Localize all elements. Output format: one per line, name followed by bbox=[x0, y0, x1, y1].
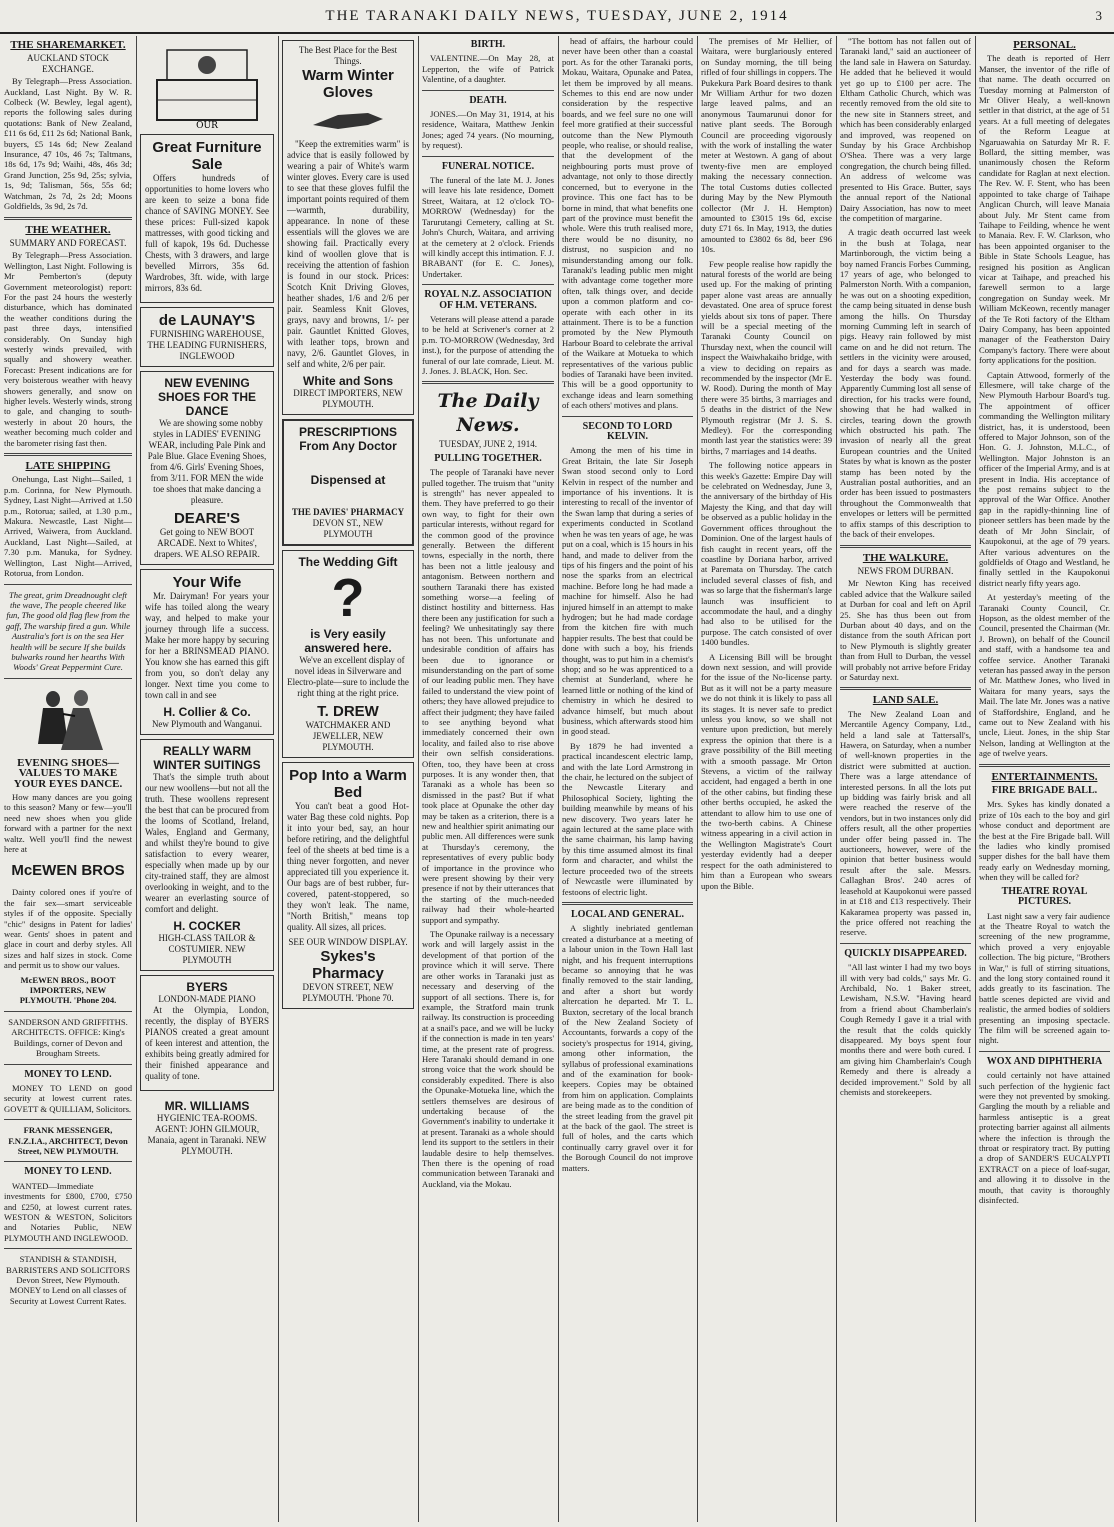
gloves-body: "Keep the extremities warm" is advice that is easily followed by wearing a pair of White's warm winter gloves. Every care is used to see that these gloves fulfil the important points required of them—warmth, durability, appearance. In none of these essentials will the gloves we are showing fail. Practically every kind of woollen glove that is receiving the attention of fashion is found in our stock. Prices: Scotch Knit Driving Gloves, heather shades, 1/6 and 2/6 per pair. Seamless Knit Gloves, grays, navy and browns, 1/- per pair. Gauntlet Knitted Gloves, with leather tops, brown and navy, 2/6. Gauntlet Gloves, in self and white, 2/6 per pair. bbox=[287, 139, 409, 369]
personal-body: The death is reported of Herr Manser, the inventor of the rifle of that name. The death occurred on Tuesday morning at Palmerston of Mr Oliver Healy, a well-known settler in that district, at the age of 51 years. At a full meeting of delegates of the Reform League at Ngaruawahia on Saturday Mr R. F. Bollard, the sitting member, was unanimously chosen the Reform candidate for Raglan at next election. The Rev. W. F. Stent, who has been appointed to take charge of Taihape Anglican Church, will leave Manaia about July. Mr Stent came from Taihape to Feilding, whence he went to Manaia. Rev. F. W. Clarkson, who has been appointed organiser to the Bible in State Schools League, has resigned his position as Anglican vicar at Taihape, and preached his farewell sermon to a large congregation on Sunday week. Mr William McKeown, recently manager of the Te Roti factory of the Eltham Dairy Company, has been appointed manager of the Featherston Dairy Company's factory. There were about forty applications for the position. bbox=[979, 53, 1110, 366]
shoes-body: How many dances are you going to this season? Many or few—you'll need new shoes when you glide forward with a partner for the next waltz. Well you'll find the newest here at bbox=[4, 791, 132, 854]
byers-body: At the Olympia, London, recently, the display of BYERS PIANOS created a great amount of keen interest and attention, the exhibits being greatly admired for their finished appearance and quality of tone. bbox=[145, 1005, 269, 1081]
walkure-subheading: NEWS FROM DURBAN. bbox=[857, 565, 954, 576]
masthead bbox=[0, 0, 1114, 34]
wedding-gift-title: The Wedding Gift bbox=[298, 555, 398, 569]
white-sons-subtitle: DIRECT IMPORTERS, NEW PLYMOUTH. bbox=[293, 388, 403, 409]
white-sons-title: White and Sons bbox=[303, 374, 393, 388]
your-wife-body: Mr. Dairyman! For years your wife has toiled along the weary way, and helped to make your journey through life a success. Make her more happy by securing for her a BRINSMEAD PIANO. You know she has earned this gift from you, so don't delay any longer. Next time you come to town call in and see bbox=[145, 591, 269, 700]
furniture-sale-advert bbox=[140, 134, 274, 303]
divider bbox=[4, 1248, 132, 1249]
local-general-body: A slightly inebriated gentleman created a disturbance at a meeting of a labour union in the Town Hall last night, and his frequent interruptions became so annoying that he was finally removed to the stair landing, and after a short but wordy altercation he departed. Mr T. L. Buxton, secretary of the local branch of the New Zealand Society of Accountants, forwards a copy of the society's prospectus for 1914, giving, among other information, the syllabus of professional examinations and of the examination for book-keepers. Copies may be obtained from him on application. Complaints are being made as to the condition of the street leading from the gravel pit at the back of the gaol. The street is full of holes, and the carts which continually carry gravel over it for the Borough Council do not improve matters. bbox=[562, 923, 693, 1173]
local-general-heading: LOCAL AND GENERAL. bbox=[570, 908, 685, 920]
divider bbox=[4, 1011, 132, 1012]
wedding-gift-body: We've an excellent display of novel ideas in Silverware and Electro-plate—sure to include the right thing at the right price. bbox=[287, 655, 409, 698]
standish-advert: STANDISH & STANDISH, BARRISTERS AND SOLICITORS Devon Street, New Plymouth. MONEY to Lend on all classes of Security at Lowest Current Rates. bbox=[6, 1254, 130, 1306]
collier-title: H. Collier & Co. bbox=[163, 705, 251, 719]
warm-bed-body: You can't beat a good Hot-water Bag these cold nights. Pop it into your bed, say, an hour before retiring, and the delightful feel of the sheets at bed time is a thing never forgotten, and never appreciated till you experience it. Our bags are of best rubber, fur-covered, patent-stoppered, so they won't leak. The name, "North British," means top quality. All sizes, all prices. bbox=[287, 801, 409, 932]
divider bbox=[422, 284, 554, 285]
death-heading: DEATH. bbox=[469, 94, 507, 106]
editorial-body: The people of Taranaki have never pulled together. The truism that "unity is strength" has never appealed to them. They have preferred to go their own way, to fight for their own particular interests, without regard for the common good of the province generally. Between the different towns, especially in the north, there has been not a little jealousy and antagonism. Between northern and southern Taranaki there has existed something worse—a feeling of distinct hostility and bitterness. Has there been any justification for such a feeling? We unhesitatingly say there has not been. This unfortunate and undesirable condition of affairs has been due to ignorance or misunderstanding on the part of some of our leading public men. They have failed to understand the view point of others; they have allowed prejudice to affect their judgment; they have failed to see anything beyond what immediately concerned their own locality, and failed also to rise above their own selfish considerations. Often, too, they have been at cross purposes. It is any wonder then, that Taranaki as a whole has been so dismissed in the past? But if what took place at Opunake the other day may be taken as a criterion, there is a new and healthier spirit animating our public men. All differences were sunk at Thursday's ceremony, the representatives of every public body of importance in the province who were present showing by their very presence if not by their utterances that the starting of the much-needed railway had their whole-hearted support and sympathy. bbox=[422, 467, 554, 925]
cocker-title: H. COCKER bbox=[173, 919, 241, 933]
masthead-title: THE TARANAKI DAILY NEWS, TUESDAY, JUNE 2, 1914 bbox=[325, 7, 789, 24]
winter-suitings-title: REALLY WARM WINTER SUITINGS bbox=[153, 744, 261, 772]
wedding-gift-advert bbox=[282, 550, 414, 758]
wedding-gift-subtitle: is Very easily answered here. bbox=[304, 627, 392, 655]
winter-gloves-advert bbox=[282, 40, 414, 415]
divider bbox=[4, 1119, 132, 1120]
theatre-royal-heading: THEATRE ROYAL PICTURES. bbox=[1001, 885, 1088, 908]
dancing-couple-illustration bbox=[13, 684, 123, 754]
weather-heading: THE WEATHER. bbox=[25, 223, 111, 236]
funeral-heading: FUNERAL NOTICE. bbox=[441, 160, 535, 172]
divider bbox=[4, 1161, 132, 1162]
drew-title: T. DREW bbox=[317, 703, 379, 720]
column-rule bbox=[418, 36, 419, 1522]
divider bbox=[562, 416, 693, 417]
deare-body: Get going to NEW BOOT ARCADE. Next to Whites', drapers. WE ALSO REPAIR. bbox=[154, 527, 260, 559]
winter-suitings-advert bbox=[140, 739, 274, 971]
prescriptions-subtitle: From Any Doctor bbox=[299, 439, 397, 453]
wox-diphtheria-heading: WOX AND DIPHTHERIA bbox=[986, 1055, 1103, 1067]
quickly-disappeared-heading: QUICKLY DISAPPEARED. bbox=[844, 947, 967, 959]
column-1 bbox=[4, 36, 132, 1522]
question-mark-graphic: ? bbox=[331, 568, 365, 628]
sharemarket-heading: THE SHAREMARKET. bbox=[10, 39, 126, 51]
mcewen-advert bbox=[4, 858, 132, 883]
warm-bed-title: Pop Into a Warm Bed bbox=[289, 767, 407, 801]
local-news-6: A tragic death occurred last week in the bush at Tolaga, near Martinborough, the victim being a boy named Francis Forbes Cumming, 17 years of age, who belonged to Palmerston North. With a companion, he was out on a shooting expedition, the camp being situated in dense bush among the hills. On Thursday morning Cumming left in search of pigs. Heavy rain followed by mist came on and he did not return. The settlers in the vicinity were aroused, and for days a search was made. Yesterday the body was found. Apparently Cumming lost all sense of direction, for his tracks were found, showing that he had walked in circles, tearing down the growth which obstructed his path. The invasion of nearly all the great European countries and the United States by what is known as the poster stamp has been noted by the Australian postal authorities, and an order has been issued to postmasters throughout the Commonwealth that envelopes or letters will be permitted to affix stamps of this description to the back of their envelopes. bbox=[840, 227, 971, 540]
divider bbox=[4, 584, 132, 585]
messenger-advert: FRANK MESSENGER, F.N.Z.I.A., ARCHITECT, Devon Street, NEW PLYMOUTH. bbox=[8, 1125, 128, 1156]
editorial-body-2: The Opunake railway is a necessary work and will largely assist in the development of that portion of the province which it will serve. There are other works in Taranaki just as necessary and deserving of the support of all sections. There is, for example, the Stratford main trunk railway. Its construction is proceeding at a snail's pace, and we will be lucky if the connection is made in ten years' time, at the present rate of progress. Here Taranaki should demand in one strong voice that the work should be considerably expedited. There is also the Opunake-Motueka line, which the settlers themselves are desirous of undertaking because of the Government's inability to undertake it at present. Taranaki as a whole should lend its support to the settlers in their laudable desire to help themselves. Then there is the opening of road communication between Taranaki and Auckland, via the Mokau. bbox=[422, 929, 554, 1189]
column-rule bbox=[975, 36, 976, 1522]
divider bbox=[979, 1051, 1110, 1052]
editorial-heading: PULLING TOGETHER. bbox=[434, 452, 542, 464]
divider bbox=[4, 678, 132, 679]
kelvin-body: Among the men of his time in Great Britain, the late Sir Joseph Swan stood second only to Lord Kelvin in respect of the number and importance of his inventions. It is interesting to recall of the inventor of the Swan lamp that during a series of experiments conducted in Scotland when he was ten years of age, he was put on a coal, which is 15 hours in his hand, and made to deliver from the tips of his fingers and the point of his nose the sparks from an electrical machine. Before long he had made a machine for himself. Also he had injured himself in an attempt to make hydrogen; but he had made cordage from the kitchen fire with much happier results. The best that could be done with such a boy, his friends thought, was to put him in a chemist's shop; and so he was apprenticed to a chemist at Sunderland, where he learned little or nothing of the kind of chemistry in which he desired to advance himself, but much about business, which afterwards stood him in good stead. bbox=[562, 445, 693, 737]
mcewen-name: McEWEN BROS bbox=[11, 862, 125, 880]
divider bbox=[840, 943, 971, 944]
evening-shoes-title: NEW EVENING SHOES FOR THE DANCE bbox=[157, 376, 256, 418]
column-6 bbox=[701, 36, 832, 1522]
divider bbox=[422, 381, 554, 384]
column-2 bbox=[140, 36, 274, 1522]
fire-brigade-body: Mrs. Sykes has kindly donated a prize of 10s each to the boy and girl whose conduct and deportment are the best at the Fire Brigade ball. Will the ladies who kindly promised supper dishes for the ball have them ready early on Wednesday morning, when they will be called for? bbox=[979, 799, 1110, 883]
sanderson-griffiths-advert: SANDERSON AND GRIFFITHS. ARCHITECTS. OFFICE: King's Buildings, corner of Devon and Brougham Streets. bbox=[8, 1016, 128, 1059]
column-rule bbox=[558, 36, 559, 1522]
sykes-title: Sykes's Pharmacy bbox=[312, 948, 384, 982]
birth-notice: VALENTINE.—On May 28, at Lepperton, the wife of Patrick Valentine, of a daughter. bbox=[422, 53, 554, 85]
delaunay-advert bbox=[140, 307, 274, 367]
fire-brigade-heading: FIRE BRIGADE BALL. bbox=[991, 785, 1098, 797]
paper-title: The Daily News. bbox=[437, 390, 539, 437]
furniture-sale-title: Great Furniture Sale bbox=[152, 139, 262, 173]
theatre-royal-body: Last night saw a very fair audience at the Theatre Royal to watch the screening of the new programme, which proved a very enjoyable collection. The big picture, "Brothers in War," is full of stirring situations, and the long story contained round it adds greatly to its fascination. The battle scenes depicted are vivid and realistic, the armed bodies of soldiers presenting an imposing spectacle. The film will be screened again to-night. bbox=[979, 910, 1110, 1046]
death-notice: JONES.—On May 31, 1914, at his residence, Waitara, Matthew Jenkin Jones; aged 74 years. (No mourning, by request). bbox=[422, 109, 554, 151]
local-news-1: The premises of Mr Hellier, of Waitara, were burglariously entered on Sunday morning, the till being rifled of four shillings in coppers. The Pukekura Park Board desires to thank Mr William Arthur for two dozen large leaved palms, and an anonymous Taumarunui donor for native plant seeds. The Borough Council are proceeding vigorously with the work of installing the water meter at Westown. A gang of about twenty-five men are employed making the necessary connection. The total Customs duties collected during May by the New Plymouth collector (Mr J. H. Hempton) amounted to £3015 19s 6d, excise duty £71 6s. In May, 1913, the duties amounted to £3802 6s 8d, beer £96 10s. bbox=[701, 36, 832, 255]
local-news-4: A Licensing Bill will be brought down next session, and will provide for the issue of the No-license party. But as it will not be a party measure we do not think it is likely to pass all its stages. It is never safe to predict unless you know, so we shall not venture upon prediction, but merely express the opinion that there is a grave possibility of the Bill meeting with a smooth passage. Mr Orton Stevens, a victim of the railway accident, had engaged a berth in one of the other cabins, but finding these other berths occupied, he asked the attendant to allow him to use one of the two-berth cabins. A Chinese witness appearing in a civil action in the Wellington Magistrate's Court yesterday evidently had a deeper respect for the oath administered to him than a European who swears upon the Bible. bbox=[701, 651, 832, 891]
divider bbox=[422, 90, 554, 91]
money-to-lend-body: MONEY TO LEND on good security at lowest current rates. GOVETT & QUILLIAM, Solicitors. bbox=[4, 1082, 132, 1114]
divider bbox=[4, 453, 132, 456]
land-sale-body: The New Zealand Loan and Mercantile Agency Company, Ltd., held a land sale at Tattersall's, Hawera, on Saturday, when a number of well-known properties in the district were submitted at auction. There was a large attendance of interested persons. In all the lots put up bidding was fairly brisk and all were reached the reserve of the vendors, but in two instances only did offers result, all the other properties under offer being passed in. The auctioneers, however, were of the opinion that better business would result after the sale. Messrs. Callaghan Bros'. 240 acres of leasehold at Kaupokonui were passed in at £18 and £13 respectively. Their Kakaramea property was passed in, the price offered not reaching the reserve. bbox=[840, 708, 971, 938]
delaunay-title: de LAUNAY'S bbox=[158, 312, 256, 329]
birth-heading: BIRTH. bbox=[470, 39, 506, 50]
kelvin-heading: SECOND TO LORD KELVIN. bbox=[582, 420, 673, 443]
column-rule bbox=[136, 36, 137, 1522]
shipping-body: Onehunga, Last Night—Sailed, 1 p.m. Corinna, for New Plymouth. Sydney, Last Night—Arrived at 1.50 p.m., Rotorua; sailed, at 1.30 p.m., Makura. Newcastle, Last Night—Arrived, Waiwera, from Auckland. Auckland, Last Night—Sailed, at 7.30 p.m. Manuka, for Sydney. Wellington, Last Night—Arrived, Rotorua, from London. bbox=[4, 474, 132, 579]
glove-icon bbox=[308, 105, 388, 135]
cocker-subtitle: HIGH-CLASS TAILOR & COSTUMIER. NEW PLYMOUTH bbox=[158, 933, 256, 965]
dispensed-label: Dispensed at bbox=[310, 473, 386, 487]
advert-verse: The great, grim Dreadnought cleft the wave, The people cheered like fun, The good old flag flew from the gaff, The warship fired a gun. While Australia's fort is on the sea Her health will be secure If she builds bulwarks round her hearths With Woods' Great Peppermint Cure. bbox=[5, 589, 131, 673]
divider bbox=[979, 764, 1110, 767]
divider bbox=[840, 687, 971, 690]
weather-body: By Telegraph—Press Association. Wellington, Last Night. Following is Mr Pemberton's (deputy Government meteorologist) report: For the past 24 hours the westerly disturbance, which has dominated the weather conditions during the past three days, intensified considerably. On Sunday high westerly winds prevailed, with squally and showery weather. Forecast: Present indications are for very boisterous weather with heavy showers generally, and snow on higher levels. Westerly winds, strong to gale, and changing to south-westerly in about 20 hours, the weather becoming much colder and the barometer rising fast then. bbox=[4, 250, 132, 448]
your-wife-advert bbox=[140, 569, 274, 735]
divider bbox=[422, 156, 554, 157]
money-to-lend-heading-2: MONEY TO LEND. bbox=[24, 1166, 112, 1178]
prescriptions-title: PRESCRIPTIONS bbox=[298, 425, 397, 439]
williams-advert bbox=[140, 1095, 274, 1161]
mcewen-body: Dainty colored ones if you're of the fair sex—smart serviceable styles if of the opposite. Specially "chic" designs in Patent for ladies' wear. Gents' shoes in patent and glace in court and derby styles. All sizes and half sizes in stock. Come and permit us to show our values. bbox=[4, 887, 132, 971]
warm-bed-advert bbox=[282, 762, 414, 1009]
williams-title: MR. WILLIAMS bbox=[164, 1099, 250, 1113]
shipping-heading: LATE SHIPPING bbox=[25, 460, 111, 473]
local-news-5: "The bottom has not fallen out of Taranaki land," said an auctioneer of the land sale in Hawera on Saturday. He added that he believed it would yet go up to £100 per acre. The Eltham Catholic Church, which was recently removed from the old site to the new site in Stanners street, and which has been considerably enlarged and improved, was reopened on Sunday by his Grace Archbishop O'Shea. There was a very large congregation, the church being filled. An address of welcome was presented to His Grace. Butter, says the annual report of the National Dairy Association, has now to meet the competition of margarine. bbox=[840, 36, 971, 223]
page-number: 3 bbox=[1095, 8, 1104, 23]
mcewen-footer: McEWEN BROS., BOOT IMPORTERS, NEW PLYMOUTH. 'Phone 204. bbox=[19, 974, 117, 1006]
sharemarket-subheading: AUCKLAND STOCK EXCHANGE. bbox=[26, 53, 110, 74]
local-news-2: Few people realise how rapidly the natural forests of the world are being used up. For the making of printing paper alone vast areas are annually devastated. One area of spruce forest yields about six tons of paper. There will be a special meeting of the Taranaki County Council on Thursday next, when the council will inspect the Waiwhakaiho bridge, with a view to deciding on repairs as recommended by the inspector (Mr E. W. Rood). During the month of May there were 35 births, 3 marriages and 5 deaths in the district of the New Plymouth registrar (Mr J. S. S. Medley). For the corresponding month last year the statistics were: 39 births, 7 marriages and 14 deaths. bbox=[701, 258, 832, 456]
davies-pharmacy: THE DAVIES' PHARMACY bbox=[291, 507, 405, 517]
your-wife-title: Your Wife bbox=[172, 574, 242, 591]
column-rule bbox=[278, 36, 279, 1522]
byers-piano-advert bbox=[140, 975, 274, 1091]
entertainments-heading: ENTERTAINMENTS. bbox=[991, 770, 1098, 783]
window-display-note: SEE OUR WINDOW DISPLAY. bbox=[288, 937, 408, 947]
divider bbox=[4, 1064, 132, 1065]
personal-body-2: Captain Attwood, formerly of the Ellesmere, will take charge of the New Plymouth Harbour Board's tug. The appointment of officer commanding the Wellington military district, has, it is understood, been offered to Major Johnson, son of the Hon. G. J. Johnston, M.L.C., of Wellington. Major Johnston is an officer of the Imperial Army, and is at present in India. His acceptance of the post remains subject to the approval of the War Office. Another gap in the rapidly-thinning line of pioneer settlers has been made by the death of Mr John Sinclair, of Kaupokonui, at the age of 79 years. After various adventures on the goldfields of Otago and Westland, he finally settled in the Kaupokonui district nearly fifty years ago. bbox=[979, 369, 1110, 588]
deare-title: DEARE'S bbox=[173, 510, 241, 527]
funeral-notice: The funeral of the late M. J. Jones will leave his late residence, Domett Street, Waitara, at 12 o'clock TO-MORROW (Wednesday) for the Tarurutangi Cemetery, calling at St. John's Church, Waitara, and arriving at the cemetery at 2 o'clock. Friends will kindly accept this intimation. F. J. BRABANT (for E. C. Jones), Undertaker. bbox=[422, 175, 554, 279]
divider bbox=[562, 902, 693, 905]
local-news-3: The following notice appears in this week's Gazette: Empire Day will be celebrated on Wednesday, June 3, the anniversary of the birthday of His Majesty the King, and that day will be observed as a public holiday in the Government offices throughout the Dominion. One of the largest hauls of fish caught in recent years, off the coastline by Doriana harbor, arrived at Paremata on Thursday. The catch included several classes of fish, and was so large that the fisherman's large launch was insufficient to accommodate the haul, and a dinghy had also to be utilised for the purpose. The catch consisted of over 1400 bundles. bbox=[701, 460, 832, 648]
sharemarket-body: By Telegraph—Press Association. Auckland, Last Night. By W. R. Colbeck (W. Bewley, legal agent), reports the following sales during quotations: Bank of New Zealand, £11 6s 6d, £11 2s 6d; National Bank, buyers, £5 14s 6d; New Zealand Insurance, 47 10s, 46 7s; Taltmans, 18s 6d, 17s 9d; Waihi, 48s, 46s 3d; Grand Junction, 25s 9d, 25s; sylvia, 1s, 9d; Talisman, 56s, 55s 6d; Watchman, 2s 7d, 2s 2d; Moons Goldfields, 3s 9d, 2s 7d. bbox=[4, 76, 132, 212]
prescriptions-advert bbox=[282, 419, 414, 546]
collier-subtitle: New Plymouth and Wanganui. bbox=[151, 719, 263, 729]
weather-subheading: SUMMARY AND FORECAST. bbox=[9, 237, 127, 248]
walkure-body: Mr Newton King has received cabled advice that the Walkure sailed at Durban for coal and left on April 25. She has thus been out from Durban about 40 days, and on the distance from the south African port to New Plymouth is slightly greater than from Hull to Durban, the vessel will probably not arrive before Friday or Saturday next. bbox=[840, 578, 971, 682]
furniture-sale-body: Offers hundreds of opportunities to home lovers who are keen to seize a bona fide chance of SAVING MONEY. See these prices: Full-sized kapok mattresses, with good ticking and full of kapok, 19s 6d. Duchesse Chests, with 3 drawers, and large bevelled Mirrors, 35s 6d. Wardrobes, 3ft. wide, with large mirrors, 83s 6d. bbox=[145, 173, 269, 293]
delaunay-subtitle: FURNISHING WAREHOUSE, THE LEADING FURNISHERS, INGLEWOOD bbox=[147, 329, 267, 361]
evening-shoes-body: We are showing some nobby styles in LADIES' EVENING WEAR, including Pale Pink and Pale Blue. Glace Evening Shoes, from 4/6. Girls' Evening Shoes, from 3/11. FOR MEN the wide toe shoes that make dancing a pleasure. bbox=[147, 418, 267, 505]
shoes-heading: EVENING SHOES—VALUES TO MAKE YOUR EYES DANCE. bbox=[13, 756, 123, 790]
column-7 bbox=[840, 36, 971, 1522]
divider bbox=[840, 545, 971, 548]
column-8 bbox=[979, 36, 1110, 1522]
byers-subtitle: LONDON-MADE PIANO bbox=[158, 994, 256, 1004]
land-sale-heading: LAND SALE. bbox=[872, 694, 939, 707]
drew-subtitle: WATCHMAKER AND JEWELLER, NEW PLYMOUTH. bbox=[305, 720, 391, 752]
davies-address: DEVON ST., NEW PLYMOUTH bbox=[312, 518, 384, 539]
column-4 bbox=[422, 36, 554, 1522]
money-to-lend-heading: MONEY TO LEND. bbox=[24, 1068, 112, 1080]
veterans-heading: ROYAL N.Z. ASSOCIATION OF H.M. VETERANS. bbox=[424, 289, 552, 311]
gloves-tagline: The Best Place for the Best Things. bbox=[298, 45, 398, 66]
money-to-lend-body-2: WANTED—Immediate investments for £800, £700, £750 and £250, at lowest current rates. WESTON & WESTON, Solicitors and Notaries Public, NEW PLYMOUTH AND INGLEWOOD. bbox=[4, 1180, 132, 1243]
personal-heading: PERSONAL. bbox=[1013, 39, 1076, 51]
veterans-notice: Veterans will please attend a parade to be held at Scrivener's corner at 2 p.m. TO-MORROW (Wednesday, 3rd inst.), for the purpose of attending the funeral of our late comrade, Lieut. M. J. Jones. J. BLACK, Hon. Sec. bbox=[422, 313, 554, 376]
editorial-continued: head of affairs, the harbour could never have been other than a coastal port. As for the other Taranaki ports, Mokau, Waitara, Opunake and Patea, let them be improved by all means. Schemes to this end are now under consideration by the respective boards, and we feel sure no one will feel more gratified at their successful outcome than the New Plymouth people, who realise, or should realise, that the development of the neighbouring ports must prove of advantage, not only to those directly concerned, but to everyone in the province. This one fact has to be borne in mind, that what benefits one part of the province must benefit the whole. Were this truth realised more, there would be no disunity, no distrust, no suspicion and no misunderstanding among our folk. Taranaki's leading public men might with advantage come together more often, talk things over, and decide upon a common platform and co-operate with each other in its attainment. There is to be a function promoted by the New Plymouth Harbour Board to celebrate the arrival of the Waikare at Motueka to which representatives of the various public bodies of Taranaki have been invited. This will be a good opportunity to exchange ideas and learn something of each others' motives and plans. bbox=[562, 36, 693, 411]
column-rule bbox=[836, 36, 837, 1522]
evening-shoes-advert bbox=[140, 371, 274, 565]
column-3 bbox=[282, 36, 414, 1522]
divider bbox=[4, 217, 132, 220]
sykes-subtitle: DEVON STREET, NEW PLYMOUTH. 'Phone 70. bbox=[302, 982, 394, 1003]
gloves-title: Warm Winter Gloves bbox=[302, 67, 394, 101]
furniture-illustration bbox=[147, 40, 267, 130]
wox-diphtheria-body: could certainly not have attained such perfection of the hygienic fact were they not prevented by smoking. Gargling the mouth by a reliable and harmless antiseptic is a great protecting barrier against all ailments where the infection is through the throat or respiratory tract. By putting a drop of SANDER'S EUCALYPTI EXTRACT on a piece of loaf-sugar, and allowing it to dissolve in the mouth, that cavity is thoroughly disinfected. bbox=[979, 1070, 1110, 1206]
personal-body-3: At yesterday's meeting of the Taranaki County Council, Cr. Hopson, as the oldest member of the Council, presented the Chairman (Mr. J. Brown), on behalf of the Council and staff, with a handsome tea and coffee service. Another Taranaki veteran has passed away in the person of Mr. Matthew Jones, who lived in Waitara for many years, says the Mail. The late Mr. Jones was a native of Staffordshire, England, and he came out to New Zealand with his uncle, Lieut. Jones, in the ship Star Nelson, landing at Wellington at the age of twelve years. bbox=[979, 592, 1110, 759]
svg-text:OUR: OUR bbox=[196, 121, 218, 130]
williams-subtitle: HYGIENIC TEA-ROOMS. AGENT: JOHN GILMOUR, Manaia, agent in Taranaki. NEW PLYMOUTH. bbox=[147, 1113, 267, 1156]
quickly-disappeared-body: "All last winter I had my two boys ill with very bad colds," says Mr. G. Archibald, No. 1 Baker street, Lewisham, N.S.W. "Having heard from a friend about Chamberlain's Cough Remedy I gave it a trial with the result that the colds quickly disappeared. My boys spent four months there and were both cured. I am giving him Chamberlain's Cough Remedy and there is already a decided improvement." Sold by all chemists and storekeepers. bbox=[840, 962, 971, 1097]
kelvin-body-2: By 1879 he had invented a practical incandescent electric lamp, and with the late Lord Armstrong in the chair, he lectured on the subject of the Newcastle Literary and Philosophical Society, lighting the building meanwhile by means of his new discovery. Two years later he again lectured at the same place with the same chairman, his lamp having by this time assumed almost its final form and character, and whilst the lecture proceeded two of the streets of Newcastle were illuminated by festoons of electric light. bbox=[562, 740, 693, 897]
winter-suitings-body: That's the simple truth about our new woollens—but not all the truth. These woollens represent the best that can be procured from the looms of Scotland, Ireland, Wales, England and Germany, and whilst they're bound to give satisfaction to every wearer, especially when made up by our city-trained staff, they are almost overlooking in weight, and to the wearer an everlasting source of comfort and delight. bbox=[145, 772, 269, 914]
walkure-heading: THE WALKURE. bbox=[862, 551, 949, 564]
byers-title: BYERS bbox=[186, 980, 228, 994]
column-rule bbox=[697, 36, 698, 1522]
paper-date: TUESDAY, JUNE 2, 1914. bbox=[438, 439, 537, 450]
column-5 bbox=[562, 36, 693, 1522]
